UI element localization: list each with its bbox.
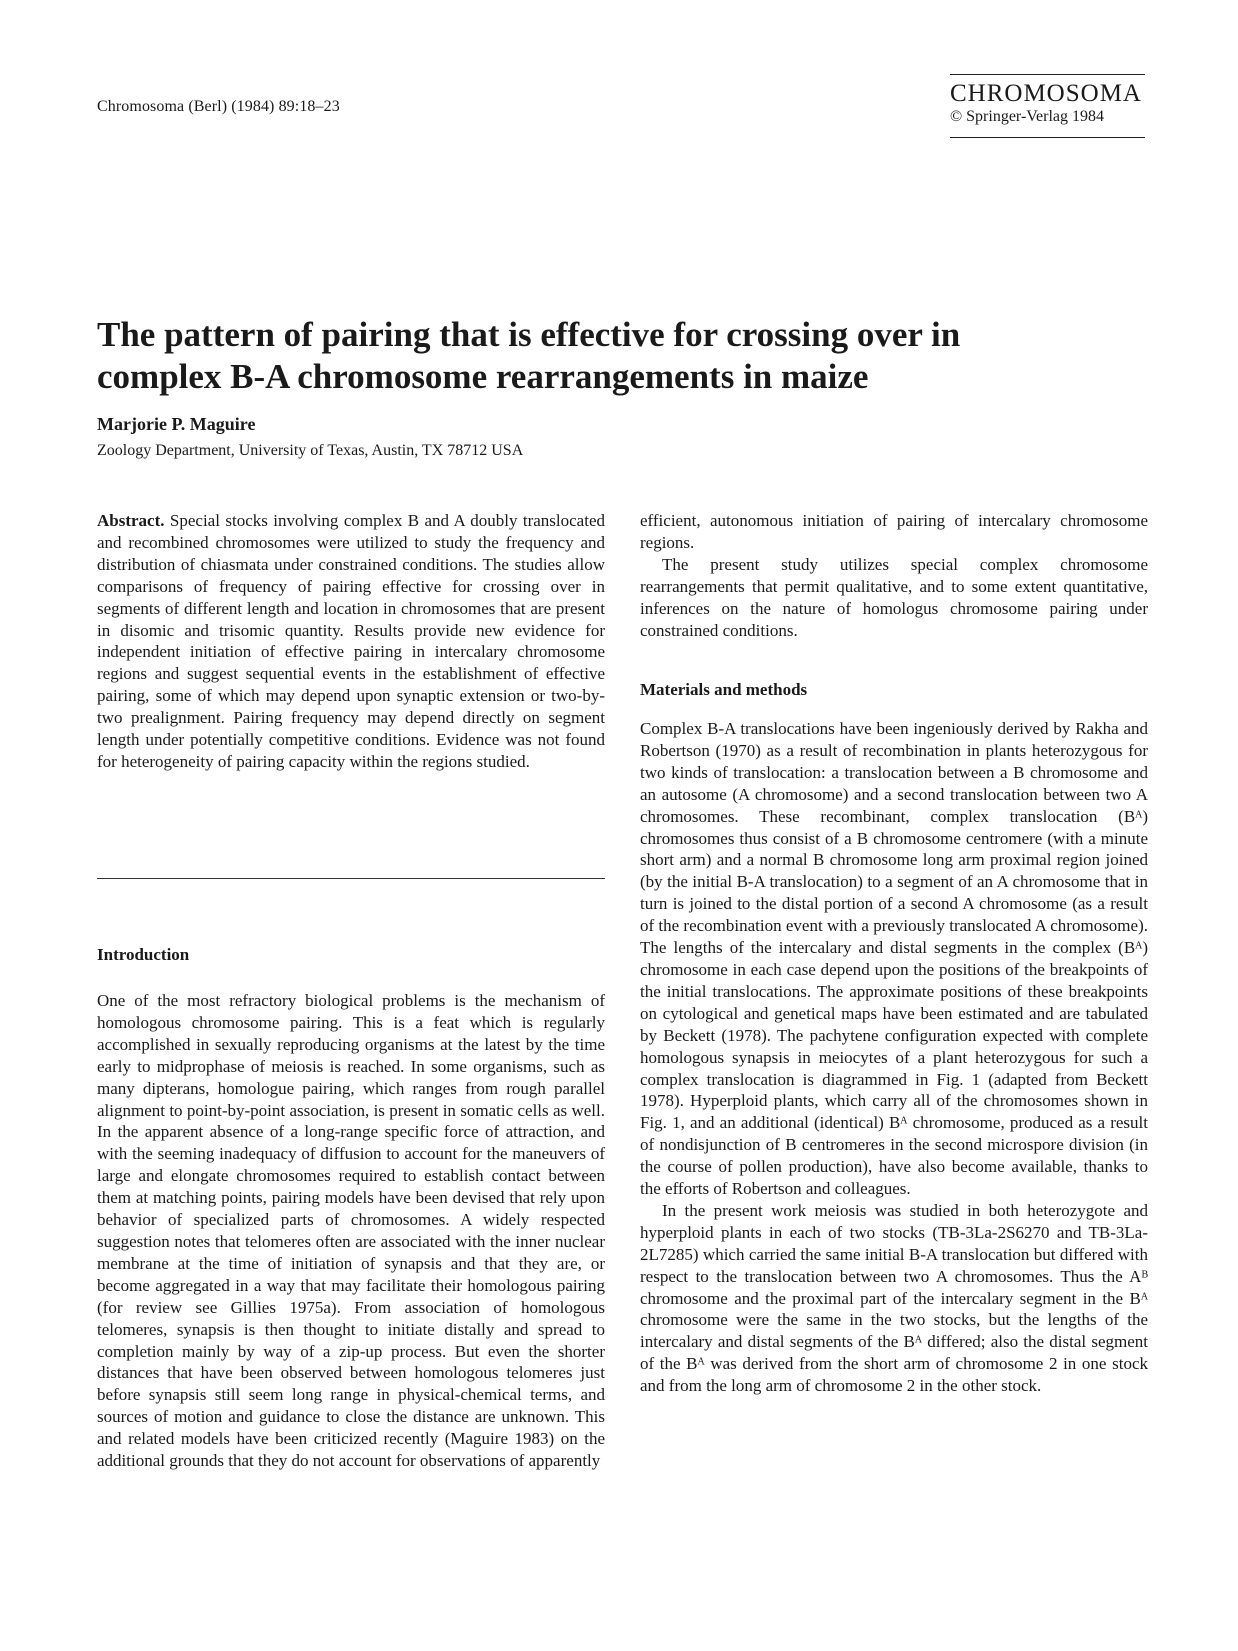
- intro-second-paragraph: The present study utilizes special complex chromosome rearrangements that permit qualitative, and to some extent quantitative, inferences on the nature of homologus chromosome pairing under constrained conditions.: [640, 554, 1148, 640]
- journal-name: CHROMOSOMA: [950, 80, 1142, 107]
- methods-paragraph-2: In the present work meiosis was studied in both heterozygote and hyperploid plants in each of two stocks (TB-3La-2S6270 and TB-3La-2L7285) which carried the same initial B-A translocation but differed with respect to the translocation between two A chromosomes. Thus the Aᴮ chromosome and the proximal part of the intercalary segment in the Bᴬ chromosome were the same in the two stocks, but the lengths of the intercalary and distal segments of the Bᴬ differed; also the distal segment of the Bᴬ was derived from the short arm of chromosome 2 in one stock and from the long arm of chromosome 2 in the other stock.: [640, 1200, 1148, 1396]
- introduction-heading: Introduction: [97, 945, 190, 964]
- article-title: The pattern of pairing that is effective for crossing over in complex B-A chromosome rearrangements in maize: [97, 315, 961, 396]
- author-name: Marjorie P. Maguire: [97, 414, 256, 434]
- abstract-paragraph: [97, 510, 605, 773]
- abstract-label: Abstract.: [97, 511, 165, 530]
- methods-block: [640, 718, 1148, 1397]
- copyright-notice: © Springer-Verlag 1984: [950, 107, 1145, 138]
- journal-citation: Chromosoma (Berl) (1984) 89:18–23: [97, 98, 340, 115]
- masthead-top-rule: [950, 74, 1145, 75]
- methods-heading: Materials and methods: [640, 680, 808, 699]
- introduction-paragraph: One of the most refractory biological problems is the mechanism of homologous chromosome pairing. This is a feat which is regularly accomplished in sexually reproducing organisms at the latest by the time early to midprophase of meiosis is reached. In some organisms, such as many dipterans, homologue pairing, which ranges from rough parallel alignment to point-by-point association, is present in somatic cells as well. In the apparent absence of a long-range specific force of attraction, and with the seeming inadequacy of diffusion to account for the maneuvers of large and elongate chromosomes required to establish contact between them at matching points, pairing models have been devised that rely upon behavior of specialized parts of chromosomes. A widely respected suggestion notes that telomeres often are associated with the inner nuclear membrane at the time of initiation of synapsis and that they are, or become aggregated in a way that may facilitate their homologous pairing (for review see Gillies 1975a). From association of homologous telomeres, synapsis is then thought to initiate distally and spread to completion mainly by way of a zip-up process. But even the shorter distances that have been observed between homologous telomeres just before synapsis still seem long range in physical-chemical terms, and sources of motion and guidance to close the distance are unknown. This and related models have been criticized recently (Maguire 1983) on the additional grounds that they do not account for observations of apparently: [97, 991, 605, 1471]
- introduction-block: [97, 990, 605, 1472]
- intro-continued-paragraph: efficient, autonomous initiation of pairing of intercalary chromosome regions.: [640, 511, 1148, 552]
- abstract-divider: [97, 878, 605, 879]
- author-affiliation: Zoology Department, University of Texas, Austin, TX 78712 USA: [97, 442, 524, 459]
- journal-masthead: [950, 74, 1145, 138]
- abstract-block: [97, 510, 605, 773]
- methods-paragraph-1: Complex B-A translocations have been ingeniously derived by Rakha and Robertson (1970) as a result of recombination in plants heterozygous for two kinds of translocation: a translocation between a B chromosome and an autosome (A chromosome) and a second translocation between two A chromosomes. These recombinant, complex translocation (Bᴬ) chromosomes thus consist of a B chromosome centromere (with a minute short arm) and a normal B chromosome long arm proximal region joined (by the initial B-A translocation) to a segment of an A chromosome that in turn is joined to the distal portion of a second A chromosome (as a result of the recombination event with a previously translocated A chromosome). The lengths of the intercalary and distal segments in the complex (Bᴬ) chromosome in each case depend upon the positions of the breakpoints of the initial translocations. The approximate positions of these breakpoints on cytological and genetical maps have been estimated and are tabulated by Beckett (1978). The pachytene configuration expected with complete homologous synapsis in meiocytes of a plant heterozygous for such a complex translocation is diagrammed in Fig. 1 (adapted from Beckett 1978). Hyperploid plants, which carry all of the chromosomes shown in Fig. 1, and an additional (identical) Bᴬ chromosome, produced as a result of nondisjunction of B centromeres in the second microspore division (in the course of pollen production), have also become available, thanks to the efforts of Robertson and colleagues.: [640, 719, 1148, 1199]
- abstract-text: Special stocks involving complex B and A doubly translocated and recombined chromosomes were utilized to study the frequency and distribution of chiasmata under constrained conditions. The studies allow comparisons of frequency of pairing effective for crossing over in segments of different length and location in chromosomes that are present in disomic and trisomic quantity. Results provide new evidence for independent initiation of effective pairing in intercalary chromosome regions and suggest sequential events in the establishment of effective pairing, some of which may depend upon synaptic extension or two-by-two prealignment. Pairing frequency may depend directly on segment length under potentially competitive conditions. Evidence was not found for heterogeneity of pairing capacity within the regions studied.: [97, 511, 605, 771]
- intro-continued-block: [640, 510, 1148, 641]
